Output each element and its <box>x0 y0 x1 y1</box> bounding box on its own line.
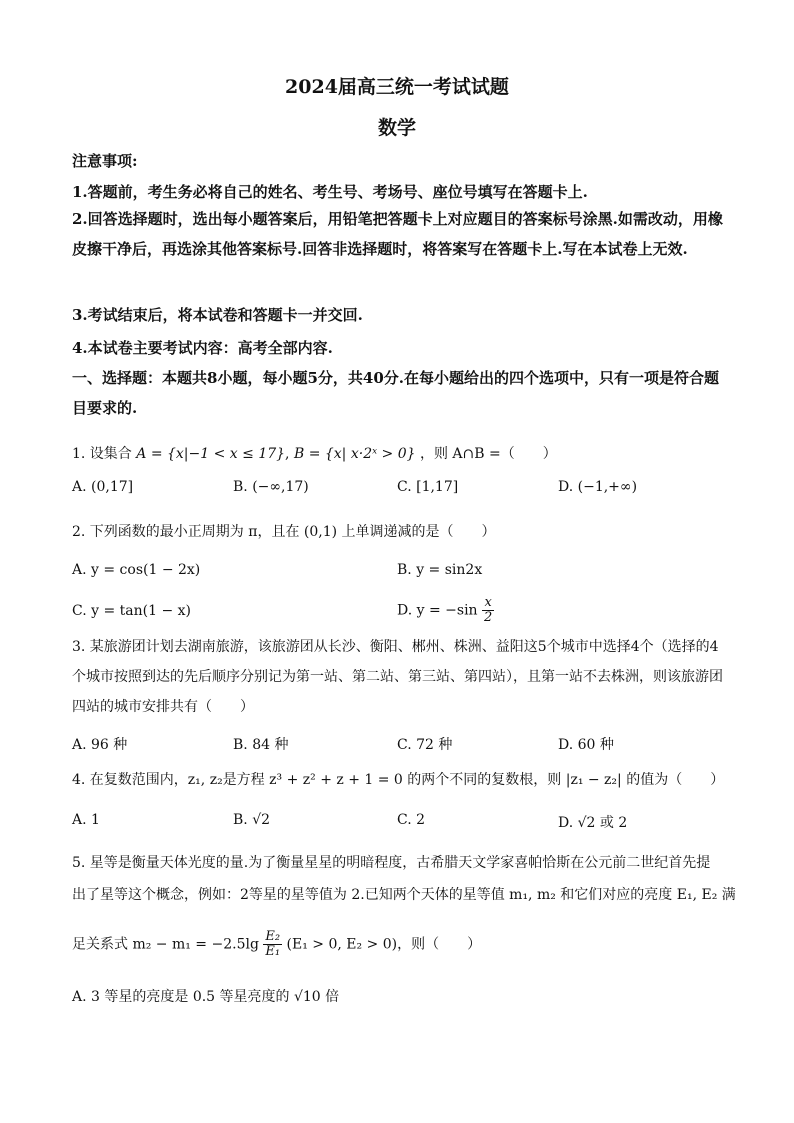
q4-option-d: D. √2 或 2 <box>558 815 628 831</box>
q1-set-a: A = {x|−1 < x ≤ 17} <box>136 446 286 462</box>
q1-option-d: D. (−1,+∞) <box>558 479 638 495</box>
q1-suffix: ，则 A∩B =（ ） <box>419 446 557 462</box>
q2-option-d-fraction <box>482 596 494 625</box>
q2-d-denominator: 2 <box>484 610 493 625</box>
q2-option-a: A. y = cos(1 − 2x) <box>72 562 201 578</box>
subject-title: 数学 <box>377 117 416 139</box>
q4-option-b: B. √2 <box>233 812 271 828</box>
q5-formula-suffix: (E₁ > 0, E₂ > 0)，则（ ） <box>286 936 482 953</box>
section-1-intro: 一、选择题：本题共8小题，每小题5分，共40分.在每小题给出的四个选项中，只有一项是符合题目要求的. <box>72 369 719 417</box>
q1-option-b: B. (−∞,17) <box>233 479 309 495</box>
q5-frac-denominator: E₁ <box>265 944 281 959</box>
question-3-stem: 3. 某旅游团计划去湖南旅游，该旅游团从长沙、衡阳、郴州、株洲、益阳这5个城市中选择4个（选择的4个城市按照到达的先后顺序分别记为第一站、第二站、第三站、第四站），且第一站不去株洲，则该旅游团四站的城市安排共有（ ） <box>72 639 723 715</box>
q1-set-b: B = {x| x·2ˣ > 0} <box>293 446 416 462</box>
question-4-stem: 4. 在复数范围内，z₁, z₂是方程 z³ + z² + z + 1 = 0 的两个不同的复数根，则 |z₁ − z₂| 的值为（ ） <box>72 772 725 788</box>
q2-option-d <box>397 596 494 625</box>
q2-d-numerator: x <box>482 596 494 611</box>
q3-option-c: C. 72 种 <box>397 737 453 753</box>
question-1-stem: 1. 设集合 A = {x|−1 < x ≤ 17}, B = {x| x·2ˣ > 0} ，则 A∩B =（ ） <box>72 446 557 462</box>
q1-option-a: A. (0,17] <box>72 479 134 495</box>
q5-option-a: A. 3 等星的亮度是 0.5 等星亮度的 √10 倍 <box>72 989 340 1005</box>
q2-option-d-prefix: D. y = −sin <box>397 602 478 619</box>
exam-title: 2024届高三统一考试试题 <box>285 76 509 98</box>
q4-option-a: A. 1 <box>72 812 100 828</box>
q3-option-d: D. 60 种 <box>558 737 614 753</box>
notice-item-4: 4.本试卷主要考试内容：高考全部内容. <box>72 339 333 357</box>
question-5-stem-line-2: 出了星等这个概念，例如：2等星的星等值为 2.已知两个天体的星等值 m₁, m₂ 和它们对应的亮度 E₁, E₂ 满 <box>72 887 736 903</box>
q1-option-c: C. [1,17] <box>397 479 459 495</box>
question-2-stem: 2. 下列函数的最小正周期为 π，且在 (0,1) 上单调递减的是（ ） <box>72 524 496 540</box>
q5-frac-numerator: E₂ <box>265 929 281 944</box>
notice-heading: 注意事项: <box>72 152 138 170</box>
q2-option-c: C. y = tan(1 − x) <box>72 603 191 619</box>
notice-item-3: 3.考试结束后，将本试卷和答题卡一并交回. <box>72 306 363 324</box>
q1-prefix: 1. 设集合 <box>72 446 132 462</box>
question-5-stem-line-3 <box>72 930 481 959</box>
q4-option-c: C. 2 <box>397 812 426 828</box>
q5-formula-fraction <box>263 930 282 959</box>
q3-option-b: B. 84 种 <box>233 737 289 753</box>
notice-item-2: 2.回答选择题时，选出每小题答案后，用铅笔把答题卡上对应题目的答案标号涂黑.如需改动，用橡皮擦干净后，再选涂其他答案标号.回答非选择题时，将答案写在答题卡上.写在本试卷上无效. <box>72 210 723 258</box>
notice-item-1: 1.答题前，考生务必将自己的姓名、考生号、考场号、座位号填写在答题卡上. <box>72 183 588 201</box>
question-5-stem-line-1: 5. 星等是衡量天体光度的量.为了衡量星星的明暗程度，古希腊天文学家喜帕恰斯在公元前二世纪首先提 <box>72 855 711 871</box>
q2-option-b: B. y = sin2x <box>397 562 483 578</box>
q5-formula-prefix: 足关系式 m₂ − m₁ = −2.5lg <box>72 936 259 953</box>
q3-option-a: A. 96 种 <box>72 737 128 753</box>
